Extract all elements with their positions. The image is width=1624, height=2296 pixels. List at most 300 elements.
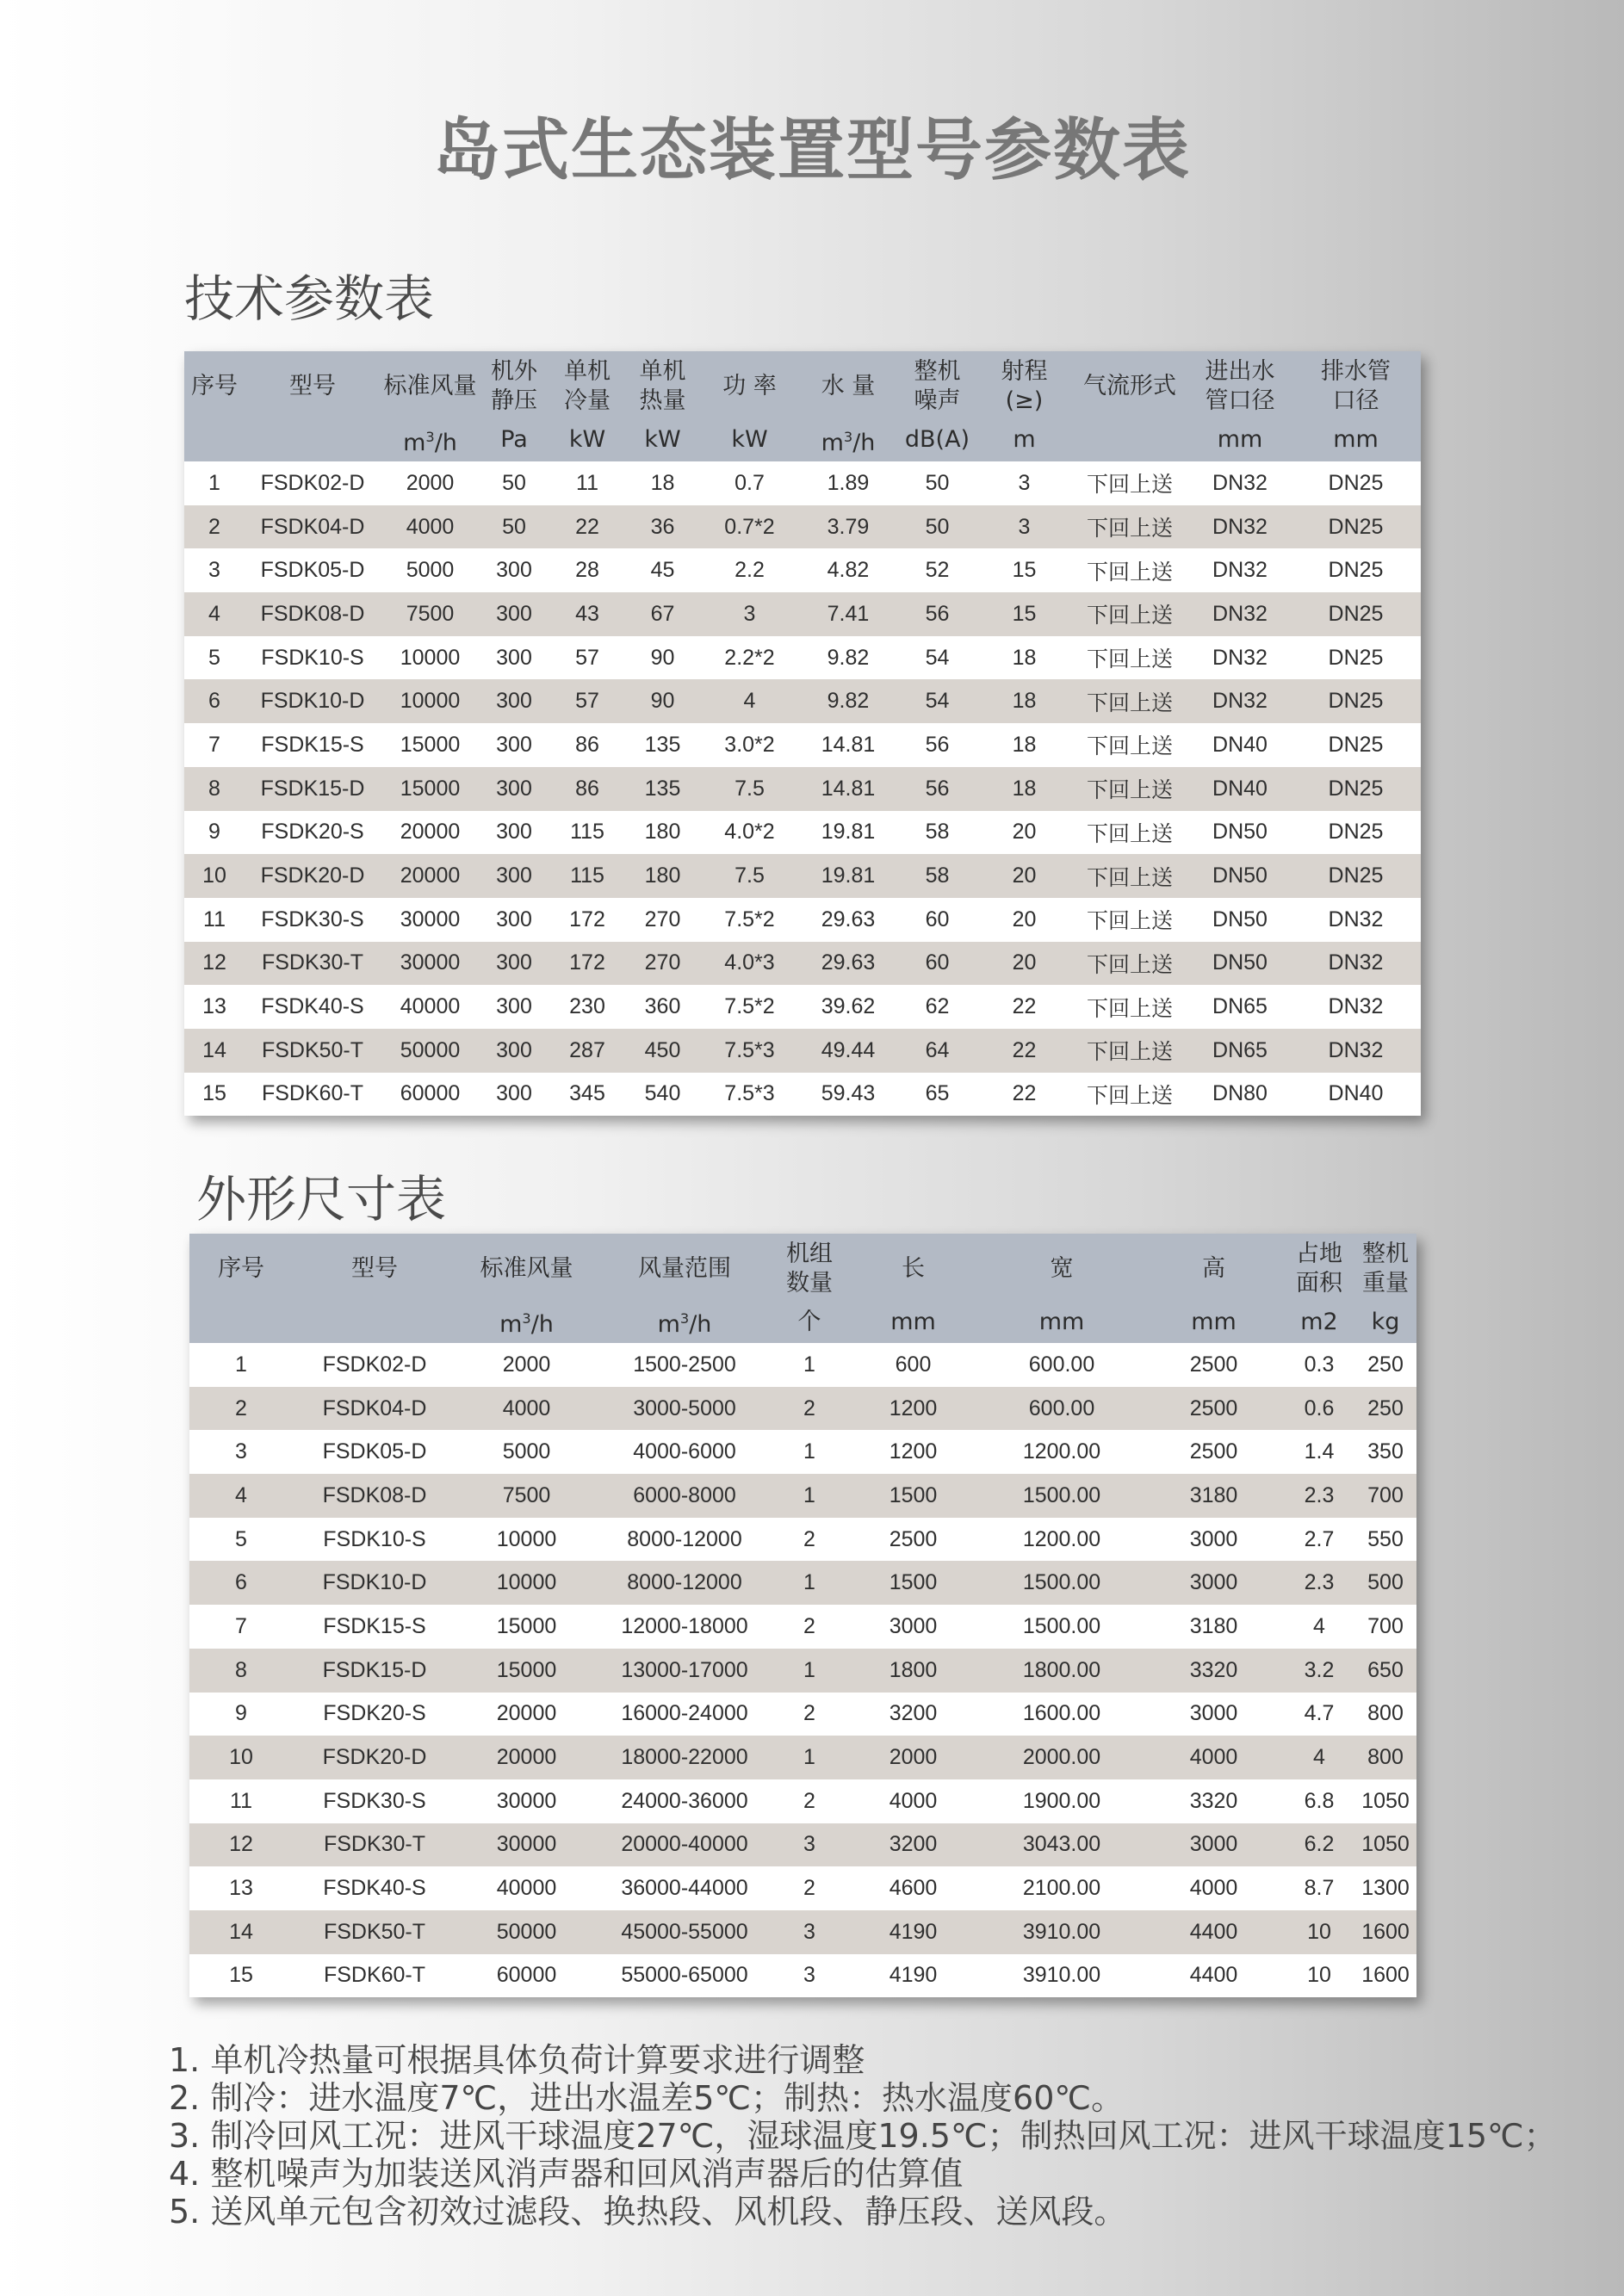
dim-table-cell: 3180 xyxy=(1189,1613,1238,1638)
dim-table-cell: 3200 xyxy=(889,1701,938,1726)
tech-table-cell: 10000 xyxy=(400,645,461,670)
tech-table-column-unit: Pa xyxy=(500,426,528,453)
dim-table-row xyxy=(189,1779,1416,1823)
tech-table-column-header: 整机 噪声 xyxy=(914,358,961,414)
dim-table-cell: 3180 xyxy=(1189,1482,1238,1507)
dim-table-cell: FSDK10-S xyxy=(323,1526,426,1551)
tech-table-cell: 90 xyxy=(650,645,675,670)
tech-table-column-header: 气流形式 xyxy=(1083,373,1176,399)
tech-table-cell: FSDK10-S xyxy=(261,645,364,670)
dim-table-cell: 1.4 xyxy=(1304,1439,1335,1464)
tech-table-cell: 57 xyxy=(575,645,599,670)
dim-table-cell: 3000 xyxy=(1189,1526,1238,1551)
dim-table-cell: 4 xyxy=(1313,1745,1325,1770)
dimensions-table xyxy=(189,1234,1416,1997)
dim-table-cell: 45000-55000 xyxy=(621,1919,748,1944)
tech-table-cell: 19.81 xyxy=(821,863,876,888)
dim-table-cell: 650 xyxy=(1367,1657,1404,1682)
dim-table-cell: 2000.00 xyxy=(1022,1745,1101,1770)
dim-table-cell: 1 xyxy=(235,1352,247,1377)
dim-table-row xyxy=(189,1430,1416,1474)
dim-table-cell: 40000 xyxy=(496,1876,557,1901)
tech-table-row xyxy=(184,767,1421,811)
tech-table-cell: 172 xyxy=(569,907,605,931)
tech-table-cell: 3 xyxy=(1018,514,1031,539)
tech-table-cell: 15 xyxy=(1012,601,1037,626)
dim-table-cell: 15000 xyxy=(496,1613,557,1638)
tech-table-row xyxy=(184,1073,1421,1117)
dim-table-cell: 4400 xyxy=(1189,1919,1238,1944)
tech-table-cell: 14.81 xyxy=(821,776,876,801)
tech-table-cell: 50 xyxy=(925,514,950,539)
tech-table-cell: 7.5*2 xyxy=(724,907,775,931)
dim-table-cell: 14 xyxy=(229,1919,253,1944)
dim-table-cell: FSDK04-D xyxy=(322,1396,427,1420)
dim-table-column-header: 高 xyxy=(1202,1255,1225,1282)
tech-table-cell: 9.82 xyxy=(827,645,870,670)
tech-table-row xyxy=(184,942,1421,986)
dim-table-cell: 3 xyxy=(803,1919,815,1944)
tech-table-cell: 4000 xyxy=(406,514,455,539)
tech-table-cell: 0.7*2 xyxy=(724,514,775,539)
dim-table-cell: 1050 xyxy=(1361,1832,1410,1857)
tech-table-cell: 4.0*3 xyxy=(724,950,775,975)
dim-table-cell: 4000-6000 xyxy=(633,1439,736,1464)
dim-table-row xyxy=(189,1693,1416,1736)
dim-table-cell: 8 xyxy=(235,1657,247,1682)
dim-table-cell: FSDK50-T xyxy=(323,1919,426,1944)
dim-table-cell: 12 xyxy=(229,1832,253,1857)
dim-table-cell: 1 xyxy=(803,1570,815,1595)
dim-table-cell: 600.00 xyxy=(1028,1352,1095,1377)
dim-table-cell: 1 xyxy=(803,1657,815,1682)
tech-table-cell: 14 xyxy=(202,1037,226,1062)
dim-table-cell: 24000-36000 xyxy=(621,1788,748,1813)
tech-table-cell: DN32 xyxy=(1212,601,1268,626)
dim-table-cell: 4400 xyxy=(1189,1963,1238,1988)
tech-table-cell: 22 xyxy=(1012,1081,1037,1106)
dim-table-cell: 7 xyxy=(235,1613,247,1638)
tech-table-cell: 下回上送 xyxy=(1086,778,1173,803)
tech-table-cell: DN50 xyxy=(1212,863,1268,888)
dim-table-cell: 50000 xyxy=(496,1919,557,1944)
dim-table-cell: 36000-44000 xyxy=(621,1876,748,1901)
dim-table-cell: FSDK02-D xyxy=(322,1352,427,1377)
dim-table-column-header: 序号 xyxy=(218,1255,264,1282)
tech-table-cell: 300 xyxy=(496,907,532,931)
dim-table-cell: 3320 xyxy=(1189,1657,1238,1682)
tech-table-unit-row xyxy=(184,422,1421,461)
tech-table-row xyxy=(184,592,1421,636)
dim-table-cell: 3000 xyxy=(1189,1701,1238,1726)
dim-table-cell: FSDK30-T xyxy=(323,1832,426,1857)
tech-table-cell: DN65 xyxy=(1212,994,1268,1019)
tech-table-cell: 3.0*2 xyxy=(724,732,775,757)
tech-table-cell: 18 xyxy=(1012,776,1037,801)
tech-table-column-header: 机外 静压 xyxy=(491,358,537,414)
tech-table-cell: DN32 xyxy=(1328,907,1384,931)
dim-table-cell: 4.7 xyxy=(1304,1701,1335,1726)
dim-table-cell: 13 xyxy=(229,1876,253,1901)
dim-table-cell: 1200.00 xyxy=(1022,1439,1101,1464)
tech-table-cell: FSDK10-D xyxy=(260,689,365,714)
tech-table-cell: 2 xyxy=(208,514,220,539)
dim-table-cell: 800 xyxy=(1367,1745,1404,1770)
tech-table-cell: FSDK30-S xyxy=(261,907,364,931)
dim-table-cell: 15 xyxy=(229,1963,253,1988)
tech-table-cell: 52 xyxy=(925,558,950,583)
tech-table-column-header: 射程 (≥) xyxy=(1001,358,1048,414)
dim-table-row xyxy=(189,1736,1416,1779)
dim-table-cell: 600 xyxy=(895,1352,932,1377)
tech-table-column-unit xyxy=(184,422,245,461)
tech-table-cell: 345 xyxy=(569,1081,605,1106)
tech-table-cell: 1.89 xyxy=(827,470,870,495)
tech-table-cell: 2.2 xyxy=(735,558,765,583)
dim-table-cell: 3000 xyxy=(1189,1832,1238,1857)
tech-table-cell: 下回上送 xyxy=(1086,690,1173,715)
dim-table-cell: 1500.00 xyxy=(1022,1570,1101,1595)
tech-table-column-header: 水 量 xyxy=(821,373,876,399)
tech-table-cell: 20 xyxy=(1012,820,1037,845)
dim-table-column-unit: $m^3/h$ xyxy=(657,1310,712,1338)
dim-table-column-unit: 个 xyxy=(797,1308,821,1335)
dim-table-header-row xyxy=(189,1234,1416,1304)
dim-table-cell: 15000 xyxy=(496,1657,557,1682)
tech-table-cell: 4.0*2 xyxy=(724,820,775,845)
dim-table-cell: 4000 xyxy=(889,1788,938,1813)
dim-table-cell: 1050 xyxy=(1361,1788,1410,1813)
tech-table-column-unit xyxy=(1070,422,1189,461)
tech-table-cell: 14.81 xyxy=(821,732,876,757)
dim-table-cell: 5 xyxy=(235,1526,247,1551)
tech-table-column-unit: kW xyxy=(644,426,681,453)
tech-table-cell: 30000 xyxy=(400,950,461,975)
note-item: 4. 整机噪声为加装送风消声器和回风消声器后的估算值 xyxy=(169,2155,964,2193)
dim-table-row xyxy=(189,1823,1416,1867)
dim-table-cell: 2500 xyxy=(889,1526,938,1551)
dim-table-unit-row xyxy=(189,1304,1416,1343)
tech-table-cell: 59.43 xyxy=(821,1081,876,1106)
tech-table-cell: 4.82 xyxy=(827,558,870,583)
dim-table-cell: 2500 xyxy=(1189,1352,1238,1377)
tech-table-cell: DN25 xyxy=(1328,514,1384,539)
dim-table-cell: 12000-18000 xyxy=(621,1613,748,1638)
tech-table-column-unit: kW xyxy=(731,426,768,453)
dim-table-column-unit: mm xyxy=(890,1308,936,1335)
dim-table-cell: 2.3 xyxy=(1304,1570,1335,1595)
dim-table-row xyxy=(189,1343,1416,1387)
notes-list xyxy=(169,2041,1557,2231)
tech-table-cell: DN25 xyxy=(1328,601,1384,626)
dim-table-cell: 1800.00 xyxy=(1022,1657,1101,1682)
dim-table-cell: 4 xyxy=(235,1482,247,1507)
tech-table-column-header: 标准风量 xyxy=(383,373,477,399)
dim-table-cell: 2 xyxy=(803,1788,815,1813)
tech-table-cell: 4 xyxy=(743,689,756,714)
tech-table-cell: 300 xyxy=(496,558,532,583)
tech-table-cell: 300 xyxy=(496,645,532,670)
dim-table-cell: 1600 xyxy=(1361,1963,1410,1988)
tech-table-cell: 11 xyxy=(203,907,226,931)
tech-table-cell: DN32 xyxy=(1328,1037,1384,1062)
tech-table-cell: 4 xyxy=(208,601,220,626)
tech-table-cell: 20000 xyxy=(400,820,461,845)
tech-table-cell: 300 xyxy=(496,601,532,626)
tech-table-cell: DN32 xyxy=(1212,514,1268,539)
dim-table-cell: 4190 xyxy=(889,1919,938,1944)
dim-table-cell: 5000 xyxy=(502,1439,551,1464)
tech-table-cell: 29.63 xyxy=(821,907,876,931)
dim-table-cell: 3910.00 xyxy=(1022,1963,1101,1988)
tech-table-cell: 56 xyxy=(925,601,950,626)
tech-table-cell: 8 xyxy=(208,776,220,801)
dim-table-cell: 10 xyxy=(1307,1963,1331,1988)
dim-table-cell: 2 xyxy=(803,1701,815,1726)
tech-table-column-unit: $m^3/h$ xyxy=(403,428,457,456)
dim-table-cell: 0.3 xyxy=(1304,1352,1335,1377)
tech-table-row xyxy=(184,723,1421,767)
tech-table-cell: 3.79 xyxy=(827,514,870,539)
dim-table-cell: FSDK30-S xyxy=(323,1788,426,1813)
dim-table-cell: 20000 xyxy=(496,1745,557,1770)
tech-table-cell: DN80 xyxy=(1212,1081,1268,1106)
tech-table-cell: DN50 xyxy=(1212,907,1268,931)
tech-table-cell: 64 xyxy=(925,1037,950,1062)
tech-table-column-unit: kW xyxy=(568,426,606,453)
dim-table-cell: 2 xyxy=(803,1396,815,1420)
tech-table-cell: 30000 xyxy=(400,907,461,931)
dim-table-cell: 1500.00 xyxy=(1022,1482,1101,1507)
dim-table-cell: 55000-65000 xyxy=(621,1963,748,1988)
tech-table-cell: 36 xyxy=(650,514,675,539)
tech-table-cell: DN25 xyxy=(1328,689,1384,714)
tech-table-cell: 12 xyxy=(202,950,226,975)
dim-table-heading: 外形尺寸表 xyxy=(196,1170,447,1228)
tech-table-column-header: 单机 热量 xyxy=(639,358,686,414)
note-item: 2. 制冷：进水温度7℃，进出水温差5℃；制热：热水温度60℃。 xyxy=(169,2079,1125,2117)
tech-table-cell: 60 xyxy=(925,907,950,931)
dim-table-row xyxy=(189,1518,1416,1562)
dim-table-cell: 500 xyxy=(1367,1570,1404,1595)
dim-table-cell: 1300 xyxy=(1361,1876,1410,1901)
tech-table-cell: 300 xyxy=(496,863,532,888)
dim-table-cell: 4600 xyxy=(889,1876,938,1901)
tech-table-cell: 下回上送 xyxy=(1086,1083,1173,1108)
dim-table-cell: 9 xyxy=(235,1701,247,1726)
tech-table-cell: 下回上送 xyxy=(1086,473,1173,498)
tech-table-cell: DN40 xyxy=(1212,732,1268,757)
tech-table-cell: 56 xyxy=(925,776,950,801)
tech-table-row xyxy=(184,636,1421,680)
tech-table-cell: FSDK30-T xyxy=(261,950,364,975)
dim-table-cell: 2 xyxy=(235,1396,247,1420)
dim-table-column-header: 标准风量 xyxy=(480,1255,573,1282)
tech-table-cell: 下回上送 xyxy=(1086,647,1173,672)
dim-table-cell: 350 xyxy=(1367,1439,1404,1464)
tech-table-cell: 9 xyxy=(208,820,220,845)
tech-table-cell: 下回上送 xyxy=(1086,952,1173,977)
tech-table-cell: 60 xyxy=(925,950,950,975)
tech-table-cell: 7.5*3 xyxy=(724,1081,775,1106)
dim-table-cell: 3320 xyxy=(1189,1788,1238,1813)
tech-table-cell: 18 xyxy=(650,470,675,495)
dim-table-cell: 2.7 xyxy=(1304,1526,1335,1551)
tech-table-cell: 22 xyxy=(1012,994,1037,1019)
tech-table-cell: 下回上送 xyxy=(1086,560,1173,585)
tech-table-column-unit: mm xyxy=(1217,426,1263,453)
dim-table-cell: 3910.00 xyxy=(1022,1919,1101,1944)
dim-table-cell: 2500 xyxy=(1189,1396,1238,1420)
dim-table-column-header: 型号 xyxy=(351,1255,398,1282)
dim-table-cell: 6.2 xyxy=(1304,1832,1335,1857)
dim-table-cell: FSDK15-D xyxy=(322,1657,427,1682)
tech-table-column-header: 进出水 管口径 xyxy=(1205,358,1275,414)
dim-table-cell: 1900.00 xyxy=(1022,1788,1101,1813)
tech-table-cell: 54 xyxy=(925,689,950,714)
dim-table-cell: 6000-8000 xyxy=(633,1482,736,1507)
tech-table-cell: 58 xyxy=(925,820,950,845)
dim-table-cell: 10 xyxy=(1307,1919,1331,1944)
tech-table-cell: 7.5*2 xyxy=(724,994,775,1019)
dim-table-cell: 2000 xyxy=(889,1745,938,1770)
tech-table-cell: 270 xyxy=(644,950,681,975)
tech-table-row xyxy=(184,505,1421,549)
dim-table-cell: FSDK05-D xyxy=(322,1439,427,1464)
tech-params-table xyxy=(184,351,1421,1116)
tech-table-row xyxy=(184,985,1421,1029)
tech-table-cell: 300 xyxy=(496,1037,532,1062)
tech-table-cell: 540 xyxy=(644,1081,681,1106)
tech-table-cell: 300 xyxy=(496,950,532,975)
tech-table-cell: 86 xyxy=(575,732,599,757)
tech-table-cell: 2.2*2 xyxy=(724,645,775,670)
tech-table-cell: 20000 xyxy=(400,863,461,888)
tech-table-cell: FSDK60-T xyxy=(261,1081,364,1106)
tech-table-column-header: 排水管 口径 xyxy=(1321,358,1391,414)
tech-table-cell: 86 xyxy=(575,776,599,801)
tech-table-cell: 20 xyxy=(1012,950,1037,975)
tech-table-row xyxy=(184,548,1421,592)
tech-table-cell: 10000 xyxy=(400,689,461,714)
tech-table-cell: 15000 xyxy=(400,776,461,801)
tech-table-cell: 下回上送 xyxy=(1086,909,1173,934)
tech-table-cell: 90 xyxy=(650,689,675,714)
tech-table-cell: 18 xyxy=(1012,689,1037,714)
tech-table-cell: 22 xyxy=(1012,1037,1037,1062)
tech-table-cell: 300 xyxy=(496,776,532,801)
dim-table-column-header: 宽 xyxy=(1050,1255,1074,1282)
dim-table-cell: 7500 xyxy=(502,1482,551,1507)
dim-table-cell: 18000-22000 xyxy=(621,1745,748,1770)
tech-table-cell: 18 xyxy=(1012,645,1037,670)
dim-table-cell: 550 xyxy=(1367,1526,1404,1551)
dim-table-cell: 3.2 xyxy=(1304,1657,1335,1682)
dim-table-cell: 3200 xyxy=(889,1832,938,1857)
tech-table-column-header: 序号 xyxy=(191,373,238,399)
tech-table-cell: 7.5 xyxy=(735,776,765,801)
dim-table-row xyxy=(189,1387,1416,1431)
dim-table-cell: 250 xyxy=(1367,1352,1404,1377)
dim-table-cell: 1200 xyxy=(889,1439,938,1464)
tech-table-cell: DN32 xyxy=(1328,994,1384,1019)
tech-table-cell: 15 xyxy=(202,1081,226,1106)
tech-table-cell: 13 xyxy=(202,994,226,1019)
tech-table-cell: 18 xyxy=(1012,732,1037,757)
tech-table-cell: DN40 xyxy=(1212,776,1268,801)
tech-table-cell: 3 xyxy=(208,558,220,583)
dim-table-cell: 700 xyxy=(1367,1613,1404,1638)
dim-table-row xyxy=(189,1605,1416,1649)
tech-table-cell: 9.82 xyxy=(827,689,870,714)
tech-table-cell: 135 xyxy=(644,776,681,801)
tech-table-cell: 7.5 xyxy=(735,863,765,888)
tech-table-cell: 20 xyxy=(1012,907,1037,931)
tech-table-cell: 65 xyxy=(925,1081,950,1106)
tech-table-cell: 45 xyxy=(650,558,675,583)
tech-table-heading: 技术参数表 xyxy=(184,269,435,328)
tech-table-row xyxy=(184,811,1421,855)
tech-table-cell: 6 xyxy=(208,689,220,714)
dim-table-cell: FSDK40-S xyxy=(323,1876,426,1901)
dim-table-cell: 600.00 xyxy=(1028,1396,1095,1420)
dim-table-cell: 3000 xyxy=(889,1613,938,1638)
tech-table-cell: 7500 xyxy=(406,601,455,626)
dim-table-cell: 2000 xyxy=(502,1352,551,1377)
tech-table-cell: 180 xyxy=(644,863,681,888)
tech-table-cell: 135 xyxy=(644,732,681,757)
tech-table-cell: 1 xyxy=(208,470,220,495)
dim-table-cell: 250 xyxy=(1367,1396,1404,1420)
tech-table-cell: 29.63 xyxy=(821,950,876,975)
dim-table-cell: 3 xyxy=(803,1963,815,1988)
tech-table-cell: 15000 xyxy=(400,732,461,757)
tech-table-cell: 60000 xyxy=(400,1081,461,1106)
tech-table-cell: 22 xyxy=(575,514,599,539)
tech-table-cell: FSDK15-S xyxy=(261,732,364,757)
tech-table-cell: 5000 xyxy=(406,558,455,583)
tech-table-cell: 180 xyxy=(644,820,681,845)
dim-table-row xyxy=(189,1866,1416,1910)
dim-table-cell: 800 xyxy=(1367,1701,1404,1726)
dim-table-cell: 20000 xyxy=(496,1701,557,1726)
tech-table-cell: DN32 xyxy=(1212,689,1268,714)
tech-table-cell: 115 xyxy=(570,863,604,888)
tech-table-column-unit: mm xyxy=(1333,426,1379,453)
dim-table-cell: 30000 xyxy=(496,1832,557,1857)
dim-table-cell: 1500-2500 xyxy=(633,1352,736,1377)
tech-table-column-unit xyxy=(245,422,381,461)
tech-table-row xyxy=(184,898,1421,942)
tech-table-cell: DN25 xyxy=(1328,863,1384,888)
dim-table-cell: FSDK10-D xyxy=(322,1570,427,1595)
tech-table-cell: 300 xyxy=(496,689,532,714)
dim-table-cell: 700 xyxy=(1367,1482,1404,1507)
dim-table-cell: 4190 xyxy=(889,1963,938,1988)
dim-table-row xyxy=(189,1561,1416,1605)
dim-table-cell: 2500 xyxy=(1189,1439,1238,1464)
tech-table-cell: FSDK02-D xyxy=(260,470,365,495)
tech-table-cell: FSDK40-S xyxy=(261,994,364,1019)
dim-table-row xyxy=(189,1954,1416,1998)
tech-table-cell: 下回上送 xyxy=(1086,1040,1173,1065)
tech-table-cell: 28 xyxy=(575,558,599,583)
dim-table-column-header: 整机 重量 xyxy=(1362,1241,1409,1297)
dim-table-cell: 4 xyxy=(1313,1613,1325,1638)
dim-table-cell: 8000-12000 xyxy=(627,1570,742,1595)
dim-table-cell: 30000 xyxy=(496,1788,557,1813)
dim-table-cell: FSDK20-D xyxy=(322,1745,427,1770)
